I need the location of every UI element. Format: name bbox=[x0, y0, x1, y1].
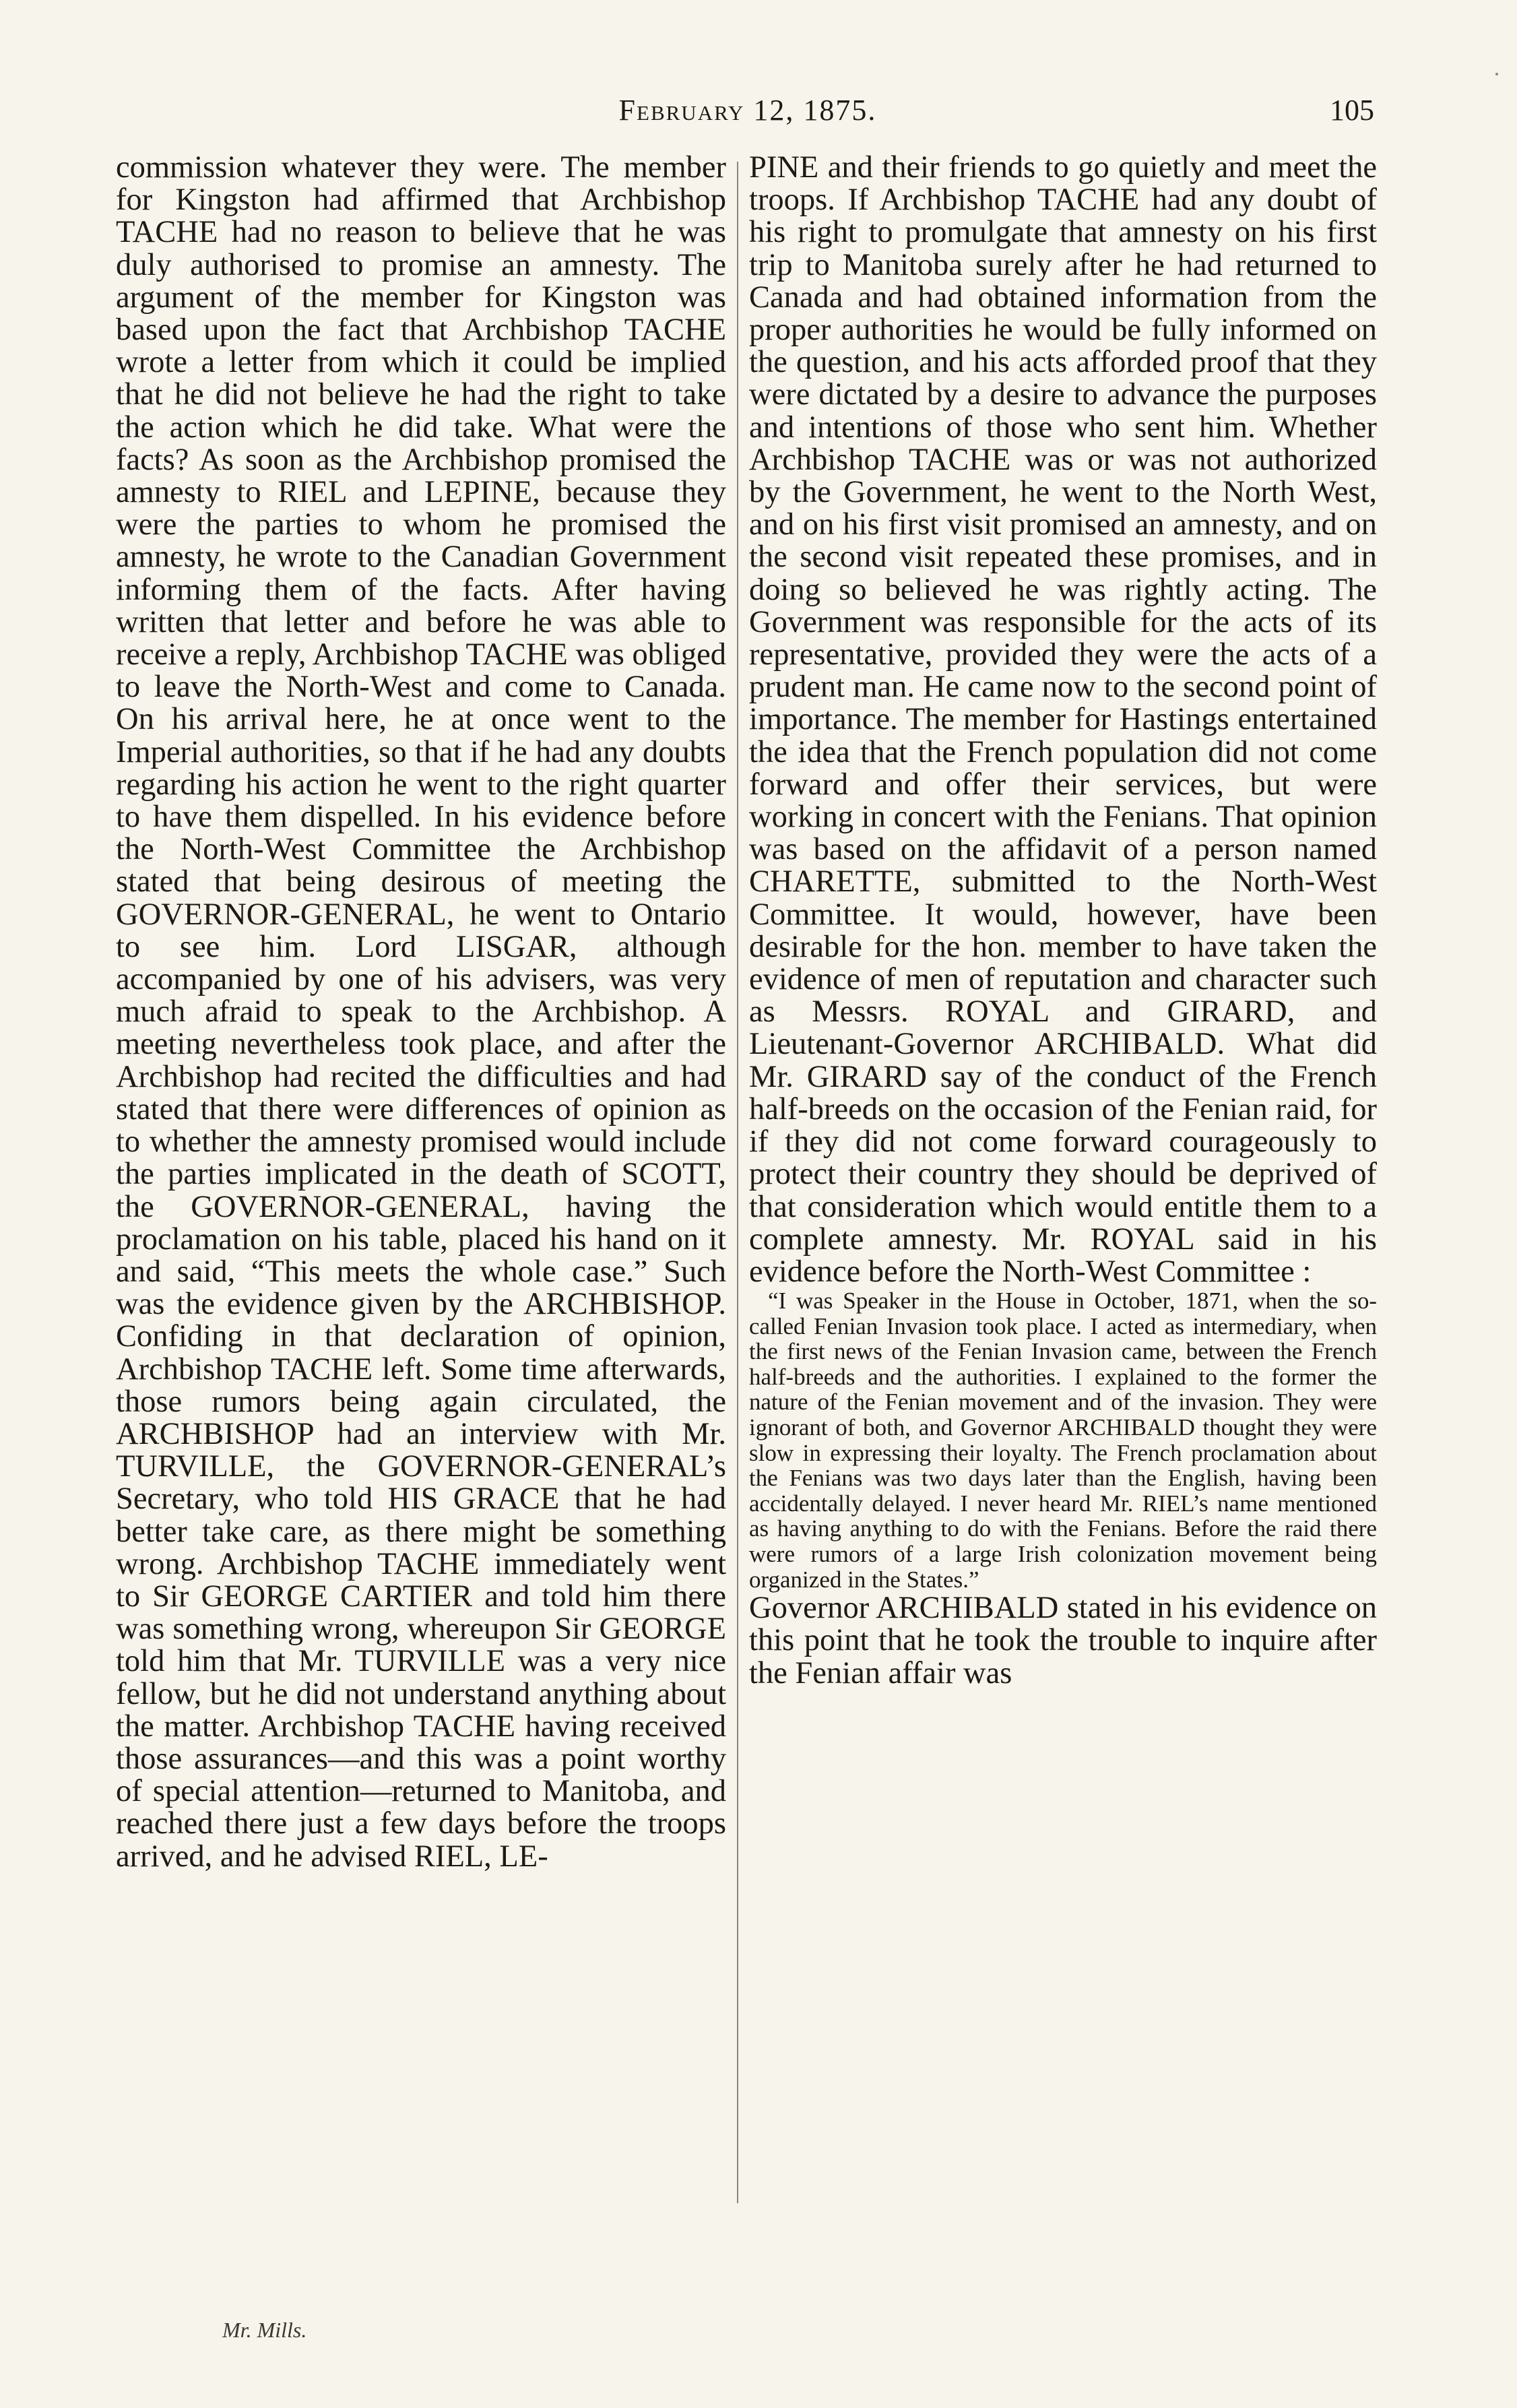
scan-mark bbox=[1495, 73, 1498, 75]
column-divider bbox=[737, 162, 738, 2203]
header-date: February 12, 1875. bbox=[618, 94, 877, 127]
right-column-continuation: Governor ARCHIBALD stated in his evidence on this point that he took the trouble to inquire after the Fenian affair was bbox=[749, 1591, 1377, 1690]
footnote: Mr. Mills. bbox=[222, 2318, 307, 2342]
left-column-text: commission whatever they were. The member for Kingston had affirmed that Archbishop TACHE had no reason to believe that he was duly authorised to promise an amnesty. The argument of the member for Kingston was based upon the fact that Archbishop TACHE wrote a letter from which it could be implied that he did not believe he had the right to take the action which he did take. What were the facts? As soon as the Archbishop promised the amnesty to RIEL and LEPINE, because they were the parties to whom he promised the amnesty, he wrote to the Canadian Government informing them of the facts. After having written that letter and before he was able to receive a reply, Archbishop TACHE was obliged to leave the North-West and come to Canada. On his arrival here, he at once went to the Imperial authorities, so that if he had any doubts regarding his action he went to the right quarter to have them dispelled. In his evidence before the North-West Committee the Archbishop stated that being desirous of meeting the GOVERNOR-GENERAL, he went to Ontario to see him. Lord LISGAR, although accompanied by one of his advisers, was very much afraid to speak to the Archbishop. A meeting nevertheless took place, and after the Archbishop had recited the difficulties and had stated that there were differences of opinion as to whether the amnesty promised would include the parties implicated in the death of SCOTT, the GOVERNOR-GENERAL, having the proclamation on his table, placed his hand on it and said, “This meets the whole case.” Such was the evidence given by the ARCHBISHOP. Confiding in that declaration of opinion, Archbishop TACHE left. Some time afterwards, those rumors being again circulated, the ARCHBISHOP had an interview with Mr. TURVILLE, the GOVERNOR-GENERAL’s Secretary, who told HIS GRACE that he had better take care, as there might be something wrong. Archbishop TACHE immediately went to Sir GEORGE CARTIER and told him there was something wrong, whereupon Sir GEORGE told him that Mr. TURVILLE was a very nice fellow, but he did not understand anything about the matter. Archbishop TACHE having received those assurances—and this was a point worthy of special attention—returned to Manitoba, and reached there just a few days before the troops arrived, and he advised RIEL, LE- bbox=[116, 150, 726, 1874]
left-column bbox=[116, 152, 726, 1873]
page-header bbox=[121, 93, 1374, 133]
page-number: 105 bbox=[1330, 94, 1374, 127]
right-column-text: PINE and their friends to go quietly and meet the troops. If Archbishop TACHE had any doubt of his right to promulgate that amnesty on his first trip to Manitoba surely after he had returned to Canada and had obtained information from the proper authorities he would be fully informed on the question, and his acts afforded proof that they were dictated by a desire to advance the purposes and intentions of those who sent him. Whether Archbishop TACHE was or was not authorized by the Government, he went to the North West, and on his first visit promised an amnesty, and on the second visit repeated these promises, and in doing so believed he was rightly acting. The Government was responsible for the acts of its representative, provided they were the acts of a prudent man. He came now to the second point of importance. The member for Hastings entertained the idea that the French population did not come forward and offer their services, but were working in concert with the Fenians. That opinion was based on the affidavit of a person named CHARETTE, submitted to the North-West Committee. It would, however, have been desirable for the hon. member to have taken the evidence of men of reputation and character such as Messrs. ROYAL and GIRARD, and Lieutenant-Governor ARCHIBALD. What did Mr. GIRARD say of the conduct of the French half-breeds on the occasion of the Fenian raid, for if they did not come forward courageously to protect their country they should be deprived of that consideration which would entitle them to a complete amnesty. Mr. ROYAL said in his evidence before the North-West Committee : bbox=[749, 150, 1377, 1289]
quoted-evidence: “I was Speaker in the House in October, 1871, when the so-called Fenian Invasion took place. I acted as intermediary, when the first news of the Fenian Invasion came, between the French half-breeds and the authorities. I explained to the former the nature of the Fenian movement and of the invasion. They were ignorant of both, and Governor ARCHIBALD thought they were slow in expressing their loyalty. The French proclamation about the Fenians was two days later than the English, having been accidentally delayed. I never heard Mr. RIEL’s name mentioned as having anything to do with the Fenians. Before the raid there were rumors of a large Irish colonization movement being organized in the States.” bbox=[749, 1288, 1377, 1593]
right-column bbox=[749, 152, 1377, 1690]
